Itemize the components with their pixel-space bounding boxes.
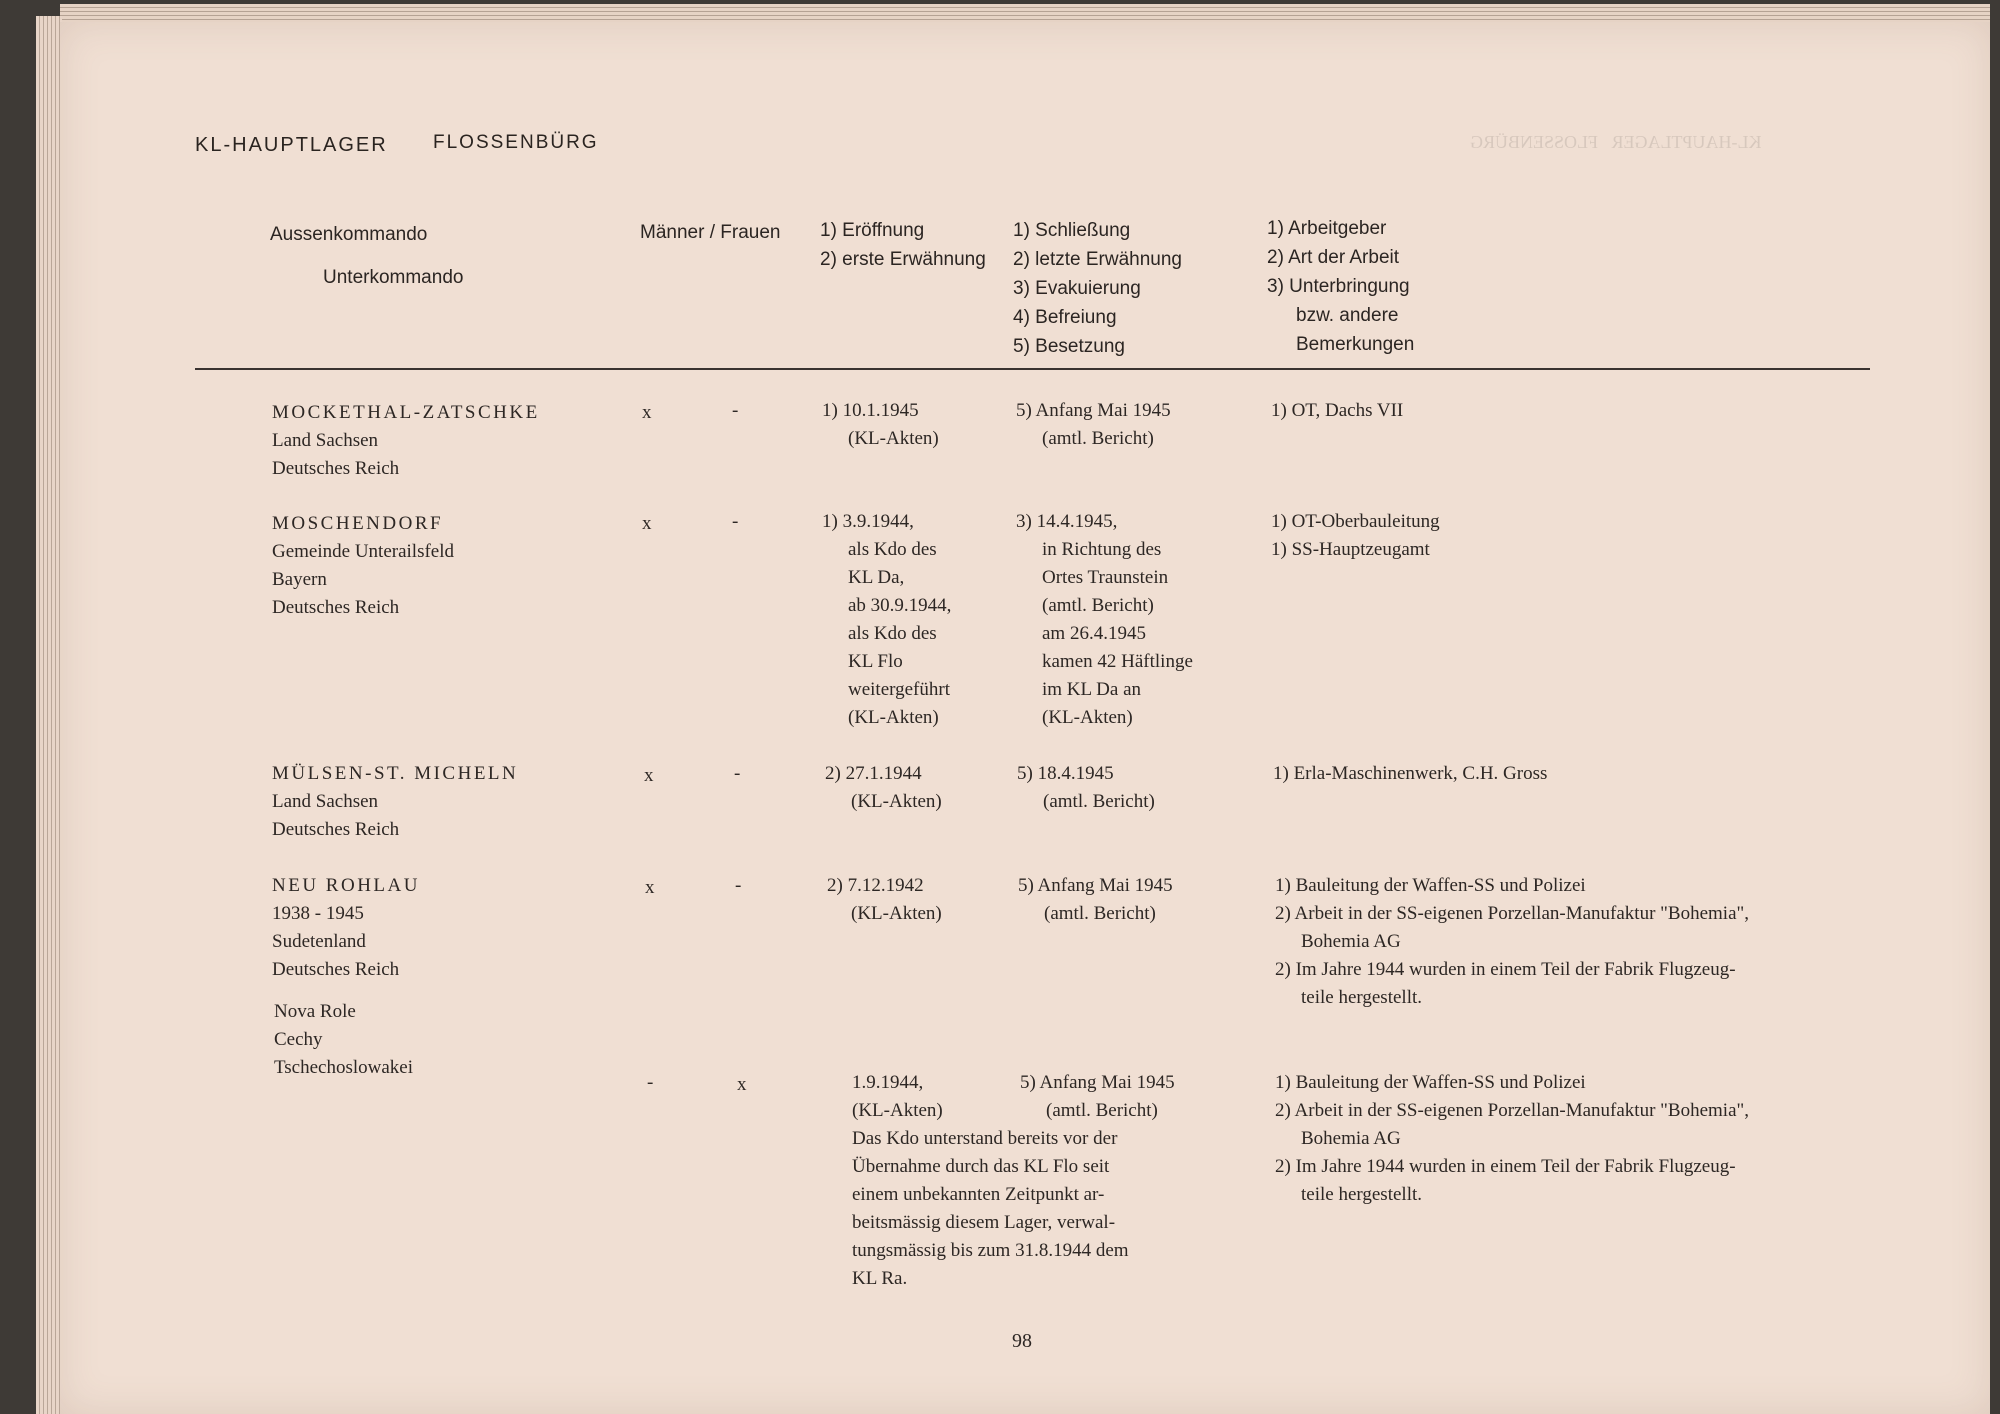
- row-eroeffnung: 1) 3.9.1944, als Kdo des KL Da, ab 30.9.1944, als Kdo des KL Flo weitergeführt (KL-Akten): [822, 511, 952, 728]
- row-frauen: -: [732, 511, 739, 532]
- page-number: 98: [1012, 1330, 1032, 1352]
- row-schliessung: 5) 18.4.1945 (amtl. Bericht): [1017, 763, 1155, 812]
- row-eroeffnung: 1.9.1944, (KL-Akten) Das Kdo unterstand bereits vor der Übernahme durch das KL Flo seit einem unbekannten Zeitpunkt ar- beitsmässig diesem Lager, verwal- tungsmässig bis zum 31.8.1944 dem KL Ra.: [852, 1072, 1129, 1289]
- col-eroeffnung: 1) Eröffnung 2) erste Erwähnung: [820, 220, 986, 270]
- row-frauen: -: [735, 875, 742, 896]
- row-schliessung: 5) Anfang Mai 1945 (amtl. Bericht): [1020, 1072, 1175, 1121]
- row-place: MOCKETHAL-ZATSCHKE Land Sachsen Deutsches Reich: [272, 402, 540, 479]
- row-eroeffnung: 1) 10.1.1945 (KL-Akten): [822, 400, 939, 449]
- row-place: NEU ROHLAU 1938 - 1945 Sudetenland Deutsches Reich: [272, 875, 420, 980]
- row-frauen: -: [734, 763, 741, 784]
- col-unterkommando: Unterkommando: [323, 267, 464, 288]
- row-frauen: x: [737, 1074, 747, 1095]
- row-eroeffnung: 2) 7.12.1942 (KL-Akten): [827, 875, 942, 924]
- row-arbeitgeber: 1) Bauleitung der Waffen-SS und Polizei 2) Arbeit in der SS-eigenen Porzellan-Manufaktur "Bohemia", Bohemia AG 2) Im Jahre 1944 wurden in einem Teil der Fabrik Flugzeug- teile hergestellt.: [1275, 875, 1750, 1008]
- bleed-through: KL-HAUPTLAGER FLOSSENBÜRG: [1470, 132, 1762, 152]
- row-place: Nova Role Cechy Tschechoslowakei: [274, 1001, 414, 1078]
- header-location: FLOSSENBÜRG: [433, 132, 599, 153]
- col-maenner-frauen: Männer / Frauen: [640, 222, 781, 243]
- row-maenner: x: [645, 877, 655, 898]
- row-arbeitgeber: 1) OT, Dachs VII: [1271, 400, 1404, 421]
- row-maenner: x: [644, 765, 654, 786]
- row-place: MÜLSEN-ST. MICHELN Land Sachsen Deutsches Reich: [272, 763, 519, 840]
- page-stack-edge: [36, 16, 62, 1414]
- page-stack-top: [60, 4, 1990, 22]
- col-aussenkommando: Aussenkommando: [270, 224, 428, 245]
- row-arbeitgeber: 1) Erla-Maschinenwerk, C.H. Gross: [1273, 763, 1548, 784]
- header-camp: KL-HAUPTLAGER: [195, 134, 388, 156]
- row-arbeitgeber: 1) Bauleitung der Waffen-SS und Polizei 2) Arbeit in der SS-eigenen Porzellan-Manufaktur "Bohemia", Bohemia AG 2) Im Jahre 1944 wurden in einem Teil der Fabrik Flugzeug- teile hergestellt.: [1275, 1072, 1750, 1205]
- row-maenner: x: [642, 402, 652, 423]
- row-schliessung: 3) 14.4.1945, in Richtung des Ortes Traunstein (amtl. Bericht) am 26.4.1945 kamen 42 Häftlinge im KL Da an (KL-Akten): [1016, 511, 1193, 728]
- row-maenner: -: [647, 1072, 654, 1093]
- row-eroeffnung: 2) 27.1.1944 (KL-Akten): [825, 763, 942, 812]
- header-rule: [195, 368, 1870, 370]
- row-schliessung: 5) Anfang Mai 1945 (amtl. Bericht): [1016, 400, 1171, 449]
- col-arbeitgeber: 1) Arbeitgeber 2) Art der Arbeit 3) Unterbringung bzw. andere Bemerkungen: [1267, 218, 1415, 355]
- row-maenner: x: [642, 513, 652, 534]
- row-frauen: -: [732, 400, 739, 421]
- col-schliessung: 1) Schließung 2) letzte Erwähnung 3) Evakuierung 4) Befreiung 5) Besetzung: [1013, 220, 1182, 357]
- row-schliessung: 5) Anfang Mai 1945 (amtl. Bericht): [1018, 875, 1173, 924]
- row-arbeitgeber: 1) OT-Oberbauleitung 1) SS-Hauptzeugamt: [1271, 511, 1440, 560]
- row-place: MOSCHENDORF Gemeinde Unterailsfeld Bayern Deutsches Reich: [272, 513, 455, 618]
